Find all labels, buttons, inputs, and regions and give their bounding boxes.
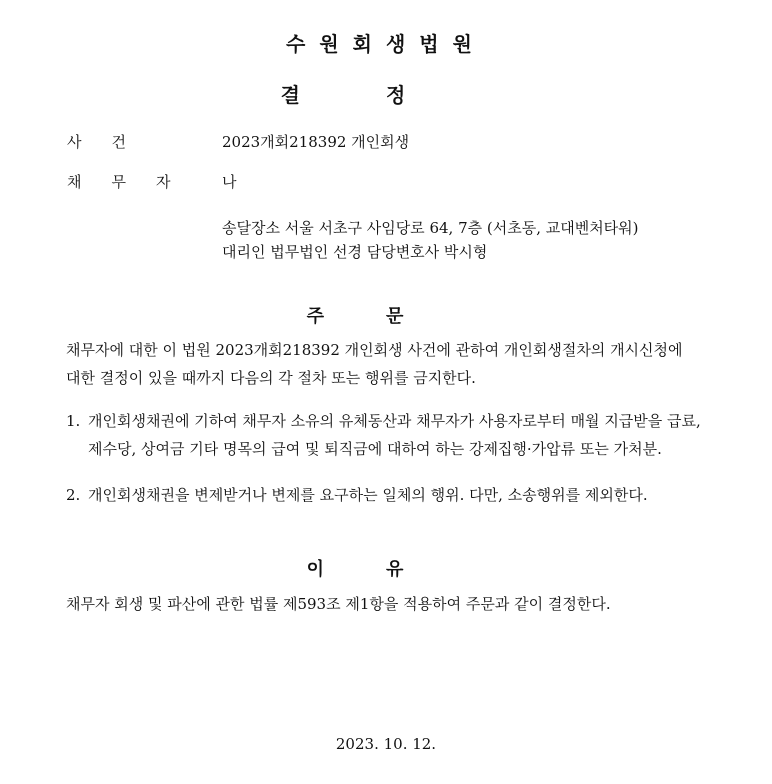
- document-type-title: 결정: [280, 83, 492, 107]
- order-intro: 채무자에 대한 이 법원 2023개회218392 개인회생 사건에 관하여 개인회생절차의 개시신청에 대한 결정이 있을 때까지 다음의 각 절차 또는 행위를 금지한다.: [66, 341, 683, 387]
- case-label: 사건: [67, 133, 156, 151]
- case-number: 2023개회218392 개인회생: [222, 133, 410, 151]
- order-heading: 주문: [306, 306, 466, 327]
- reason-text: 채무자 회생 및 파산에 관한 법률 제593조 제1항을 적용하여 주문과 같이 결정한다.: [66, 595, 611, 613]
- court-name: 수원회생법원: [286, 32, 486, 56]
- order-item: [66, 407, 716, 463]
- order-item-text: 개인회생채권에 기하여 채무자 소유의 유체동산과 채무자가 사용자로부터 매월 지급받을 급료, 제수당, 상여금 기타 명목의 급여 및 퇴직금에 대하여 하는 강제집행·가압류 또는 가처분.: [88, 412, 701, 458]
- debtor-name: 나: [222, 173, 237, 191]
- order-item-number: 1.: [66, 412, 81, 430]
- debtor-label: 채무자: [67, 173, 201, 191]
- reason-heading: 이유: [306, 559, 466, 580]
- order-item-text: 개인회생채권을 변제받거나 변제를 요구하는 일체의 행위. 다만, 소송행위를 제외한다.: [88, 486, 648, 504]
- order-item-number: 2.: [66, 486, 81, 504]
- decision-date: 2023. 10. 12.: [335, 735, 437, 753]
- service-address: 송달장소 서울 서초구 사임당로 64, 7층 (서초동, 교대벤처타워): [222, 219, 639, 237]
- legal-representative: 대리인 법무법인 선경 담당변호사 박시형: [222, 243, 488, 261]
- order-item: [66, 481, 716, 509]
